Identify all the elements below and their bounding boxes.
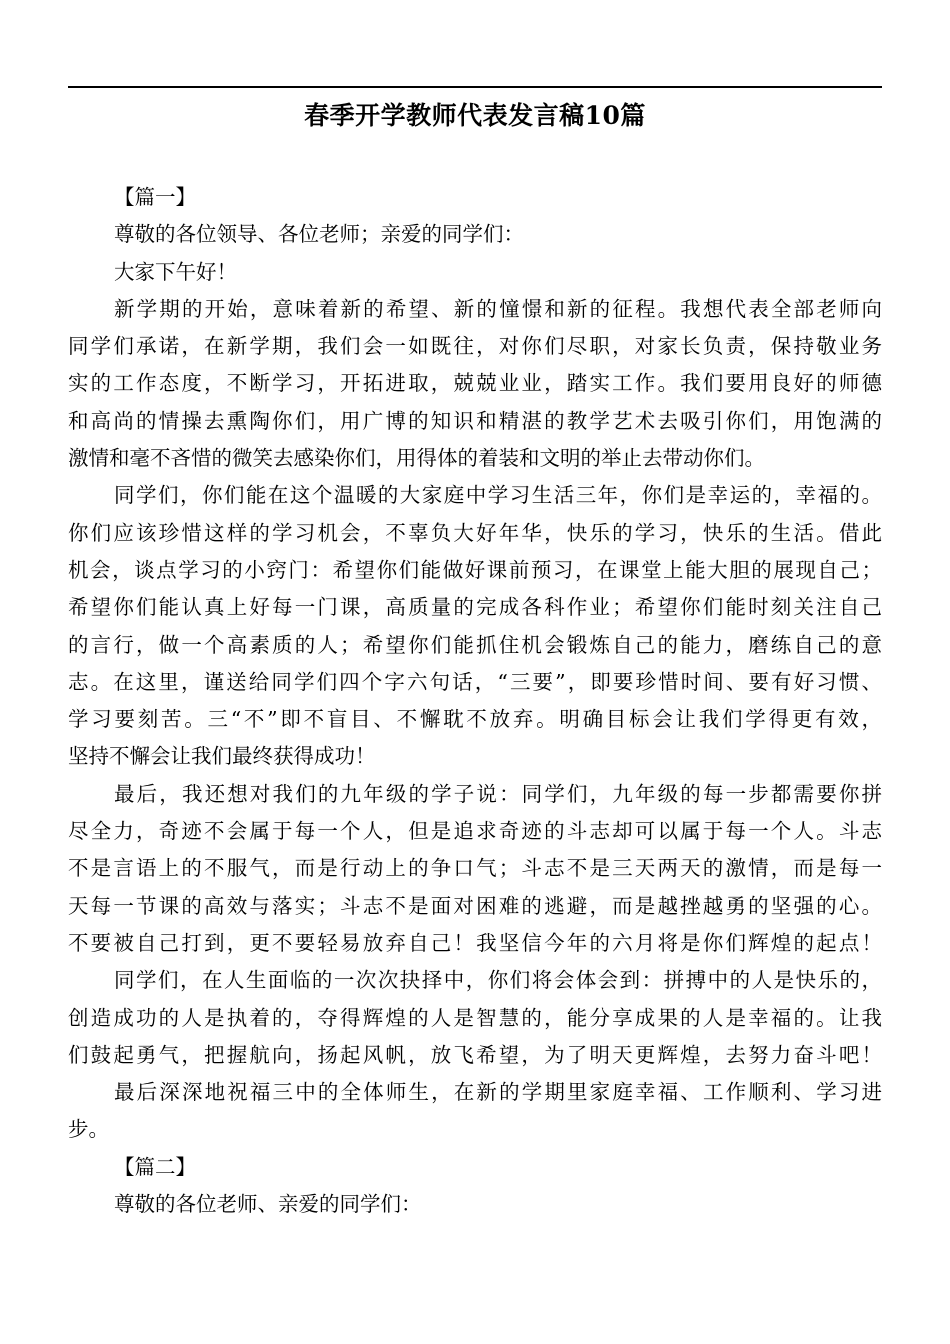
text-line: 不要被自己打到，更不要轻易放弃自己！我坚信今年的六月将是你们辉煌的起点！ bbox=[68, 930, 882, 955]
section-heading: 【篇一】 bbox=[114, 185, 196, 209]
text-line: 你们应该珍惜这样的学习机会，不辜负大好年华，快乐的学习，快乐的生活。借此 bbox=[68, 520, 882, 545]
text-line: 们鼓起勇气，把握航向，扬起风帆，放飞希望，为了明天更辉煌，去努力奋斗吧！ bbox=[68, 1042, 882, 1067]
text-line: 尊敬的各位领导、各位老师；亲爱的同学们： bbox=[114, 222, 524, 247]
text-line: 坚持不懈会让我们最终获得成功！ bbox=[68, 744, 376, 769]
text-line: 志。在这里，谨送给同学们四个字六句话，“三要”，即要珍惜时间、要有好习惯、 bbox=[68, 669, 882, 694]
text-line: 步。 bbox=[68, 1117, 109, 1142]
document-title: 春季开学教师代表发言稿10篇 bbox=[304, 101, 646, 130]
text-line: 激情和毫不吝惜的微笑去感染你们，用得体的着装和文明的举止去带动你们。 bbox=[68, 446, 765, 471]
text-line: 同学们，你们能在这个温暖的大家庭中学习生活三年，你们是幸运的，幸福的。 bbox=[114, 483, 882, 508]
text-line: 同学们，在人生面临的一次次抉择中，你们将会体会到：拼搏中的人是快乐的， bbox=[114, 968, 882, 993]
text-line: 尊敬的各位老师、亲爱的同学们： bbox=[114, 1192, 422, 1217]
text-line: 实的工作态度，不断学习，开拓进取，兢兢业业，踏实工作。我们要用良好的师德 bbox=[68, 371, 882, 396]
text-line: 机会，谈点学习的小窍门：希望你们能做好课前预习，在课堂上能大胆的展现自己； bbox=[68, 557, 882, 582]
text-line: 天每一节课的高效与落实；斗志不是面对困难的逃避，而是越挫越勇的坚强的心。 bbox=[68, 893, 882, 918]
header-rule bbox=[68, 86, 882, 88]
text-line: 最后，我还想对我们的九年级的学子说：同学们，九年级的每一步都需要你拼 bbox=[114, 781, 882, 806]
section-heading: 【篇二】 bbox=[114, 1154, 196, 1179]
text-line: 同学们承诺，在新学期，我们会一如既往，对你们尽职，对家长负责，保持敬业务 bbox=[68, 334, 882, 359]
text-line: 学习要刻苦。三“不”即不盲目、不懈耽不放弃。明确目标会让我们学得更有效， bbox=[68, 707, 882, 732]
text-line: 创造成功的人是执着的，夺得辉煌的人是智慧的，能分享成果的人是幸福的。让我 bbox=[68, 1005, 882, 1030]
document-body bbox=[68, 179, 882, 1223]
text-line: 大家下午好！ bbox=[114, 259, 237, 284]
text-line: 不是言语上的不服气，而是行动上的争口气；斗志不是三天两天的激情，而是每一 bbox=[68, 856, 882, 881]
text-line: 最后深深地祝福三中的全体师生，在新的学期里家庭幸福、工作顺利、学习进 bbox=[114, 1080, 882, 1105]
text-line: 的言行，做一个高素质的人；希望你们能抓住机会锻炼自己的能力，磨练自己的意 bbox=[68, 632, 882, 657]
text-line: 新学期的开始，意味着新的希望、新的憧憬和新的征程。我想代表全部老师向 bbox=[114, 296, 882, 321]
text-line: 希望你们能认真上好每一门课，高质量的完成各科作业；希望你们能时刻关注自己 bbox=[68, 595, 882, 620]
text-line: 和高尚的情操去熏陶你们，用广博的知识和精湛的教学艺术去吸引你们，用饱满的 bbox=[68, 408, 882, 433]
text-line: 尽全力，奇迹不会属于每一个人，但是追求奇迹的斗志却可以属于每一个人。斗志 bbox=[68, 819, 882, 844]
